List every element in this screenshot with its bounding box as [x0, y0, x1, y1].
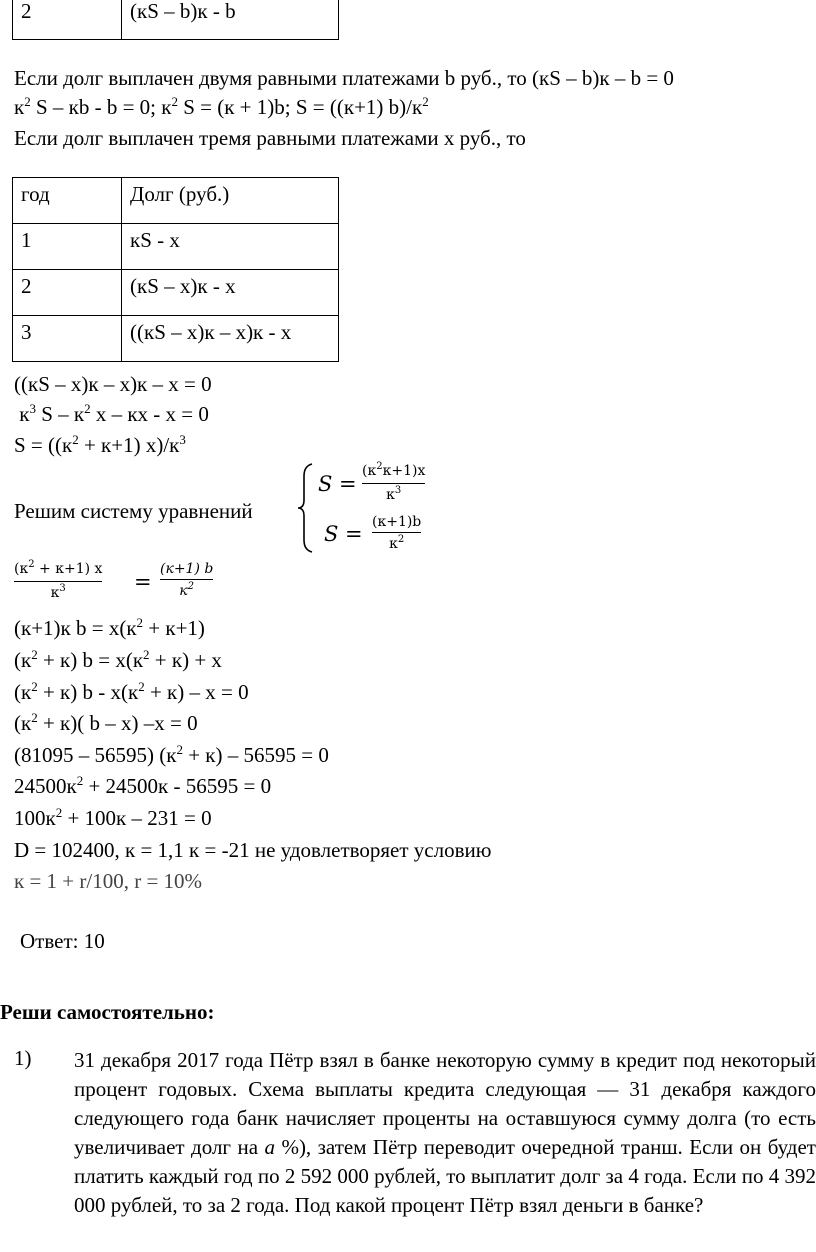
- step-line: $24500к^2 + 24500к - 56595 = 0$: [14, 773, 272, 798]
- system-eq-1-fraction: $(к^2к+1)х$ $к^3$: [362, 461, 426, 503]
- system-eq-2-lhs: S =: [324, 522, 363, 546]
- step-line: $(к^2 + к) b = х(к^2 + к) + х$: [14, 647, 222, 672]
- equation-line: $к^3$ S – $к^2$ х – кх - х = 0: [19, 401, 209, 426]
- step-line: $100к^2 + 100к - 231 = 0$: [14, 805, 212, 830]
- task-text: 31 декабря 2017 года Пётр взял в банке некоторую сумму в кредит под некоторый процент годовых. Схема выплаты кредита следующая — 31 декабря каждого следующего года банк начисляет проценты на оставшуюся сумму долга (то есть увеличивает долг на a %), затем Пётр переводит очередной транш. Если он будет платить каждый год по 2 592 000 рублей, то выплатит долг за 4 года. Если по 4 392 000 рублей, то за 2 года. Под какой процент Пётр взял деньги в банке?: [74, 1048, 816, 1217]
- step-line: (81095 – 56595) $(к^2 + к) - 56595 = 0$: [14, 742, 329, 767]
- answer-line: Ответ: 10: [20, 929, 105, 953]
- table-cell: 2: [13, 270, 122, 316]
- table-cell: кS - х: [122, 224, 339, 270]
- system-eq-2-fraction: (к+1)b $к^2$: [372, 514, 422, 552]
- table-row: [13, 0, 339, 40]
- table-cell: ((кS – х)к – х)к - х: [122, 316, 339, 362]
- table-cell: 2: [13, 0, 122, 40]
- equation-line: ((кS – х)к – х)к – х = 0: [14, 372, 212, 396]
- table-header-row: [13, 178, 339, 224]
- top-table: [12, 0, 339, 40]
- step-line: $(к^2 + к)$( b – х) –х = 0: [14, 710, 198, 735]
- table-row: [13, 270, 339, 316]
- equals-sign: =: [134, 570, 152, 594]
- paragraph-line: Если долг выплачен тремя равными платежами х руб., то: [14, 126, 526, 150]
- system-brace: [296, 462, 316, 554]
- discriminant-line: D = 102400, к = 1,1 к = -21 не удовлетворяет условию: [14, 838, 492, 862]
- section-heading: Реши самостоятельно:: [0, 1000, 215, 1024]
- task-number: 1): [14, 1046, 32, 1070]
- table-cell: (кS – b)к - b: [122, 0, 339, 40]
- table-cell: 1: [13, 224, 122, 270]
- system-eq-1-lhs: S =: [318, 472, 357, 496]
- left-fraction: $(к^2 + к+1)$ х $к^3$: [14, 559, 103, 601]
- table-row: [13, 316, 339, 362]
- step-line: (к+1)к $b = х(к^2 + к+1)$: [14, 615, 205, 640]
- table-header-cell: год: [13, 178, 122, 224]
- table-header-cell: Долг (руб.): [122, 178, 339, 224]
- k-line: к = 1 + r/100, r = 10%: [14, 869, 203, 893]
- paragraph-line: Если долг выплачен двумя равными платежами b руб., то (кS – b)к – b = 0: [14, 66, 674, 90]
- table-cell: (кS – х)к - х: [122, 270, 339, 316]
- equation-line: $S = ((к^2 + к+1)$ $х)/к^3$: [14, 432, 186, 457]
- table-row: [13, 224, 339, 270]
- right-fraction: (к+1) b $к^2$: [160, 561, 214, 599]
- step-line: $(к^2 + к)$ $b - х(к^2 + к) - х = 0$: [14, 679, 249, 704]
- system-label: Решим систему уравнений: [14, 499, 253, 523]
- paragraph-line: $к^2$ S – кb - b = 0; $к^2$ S = (к + 1)b; S = ((к+1) $b)/к^2$: [14, 94, 429, 119]
- table-cell: 3: [13, 316, 122, 362]
- debt-table: [12, 177, 339, 362]
